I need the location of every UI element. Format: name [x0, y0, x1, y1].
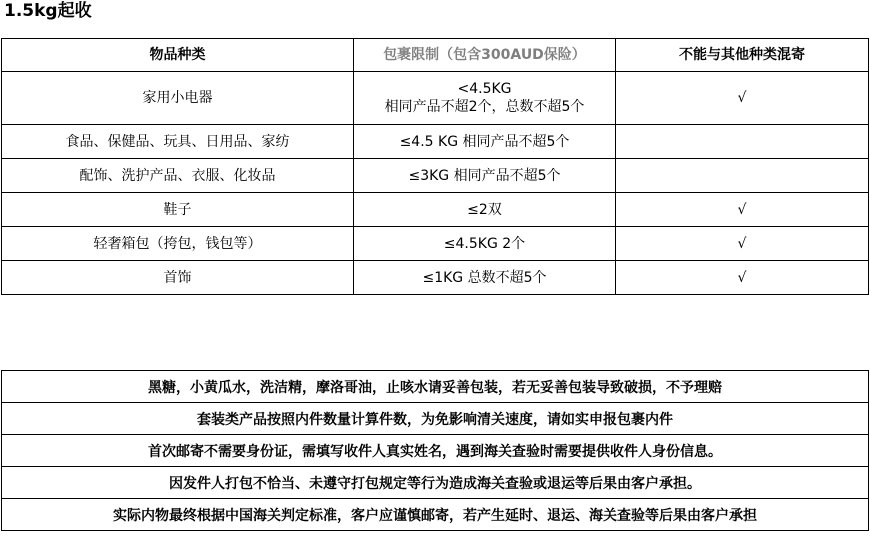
category-cell: 家用小电器: [2, 72, 354, 125]
shipping-limits-table: [1, 38, 869, 295]
column-header-category: 物品种类: [2, 39, 354, 72]
note-row: 首次邮寄不需要身份证，需填写收件人真实姓名，遇到海关查验时需要提供收件人身份信息。: [1, 434, 869, 467]
no-mix-cell: √: [616, 72, 869, 125]
no-mix-cell: √: [616, 261, 869, 295]
no-mix-cell: [616, 125, 869, 159]
table-row: [2, 125, 869, 159]
column-header-limit: 包裹限制（包含300AUD保险）: [354, 39, 616, 72]
note-row: 黑糖，小黄瓜水，洗洁精，摩洛哥油，止咳水请妥善包装，若无妥善包装导致破损，不予理赔: [1, 370, 869, 403]
limit-cell: ≤4.5KG 2个: [354, 227, 616, 261]
table-row: [2, 159, 869, 193]
no-mix-cell: [616, 159, 869, 193]
limit-line: 相同产品不超2个，总数不超5个: [384, 99, 585, 115]
no-mix-cell: √: [616, 227, 869, 261]
page-heading: 1.5kg起收: [4, 1, 92, 21]
category-cell: 鞋子: [2, 193, 354, 227]
note-row: 套装类产品按照内件数量计算件数，为免影响清关速度，请如实申报包裹内件: [1, 402, 869, 435]
limit-cell: ≤3KG 相同产品不超5个: [354, 159, 616, 193]
table-row: [2, 261, 869, 295]
limit-cell: [354, 72, 616, 125]
table-row: [2, 227, 869, 261]
column-header-no-mix: 不能与其他种类混寄: [616, 39, 869, 72]
table-row: [2, 72, 869, 125]
category-cell: 配饰、洗护产品、衣服、化妆品: [2, 159, 354, 193]
limit-cell: ≤1KG 总数不超5个: [354, 261, 616, 295]
category-cell: 食品、保健品、玩具、日用品、家纺: [2, 125, 354, 159]
notes-box: [1, 370, 869, 531]
limit-cell: ≤2双: [354, 193, 616, 227]
table-row: [2, 193, 869, 227]
limit-cell: ≤4.5 KG 相同产品不超5个: [354, 125, 616, 159]
category-cell: 首饰: [2, 261, 354, 295]
limit-line: <4.5KG: [457, 81, 512, 97]
note-row: 实际内物最终根据中国海关判定标准，客户应谨慎邮寄，若产生延时、退运、海关查验等后果由客户承担: [1, 498, 869, 531]
no-mix-cell: √: [616, 193, 869, 227]
category-cell: 轻奢箱包（挎包，钱包等）: [2, 227, 354, 261]
table-header-row: [2, 39, 869, 72]
note-row: 因发件人打包不恰当、未遵守打包规定等行为造成海关查验或退运等后果由客户承担。: [1, 466, 869, 499]
